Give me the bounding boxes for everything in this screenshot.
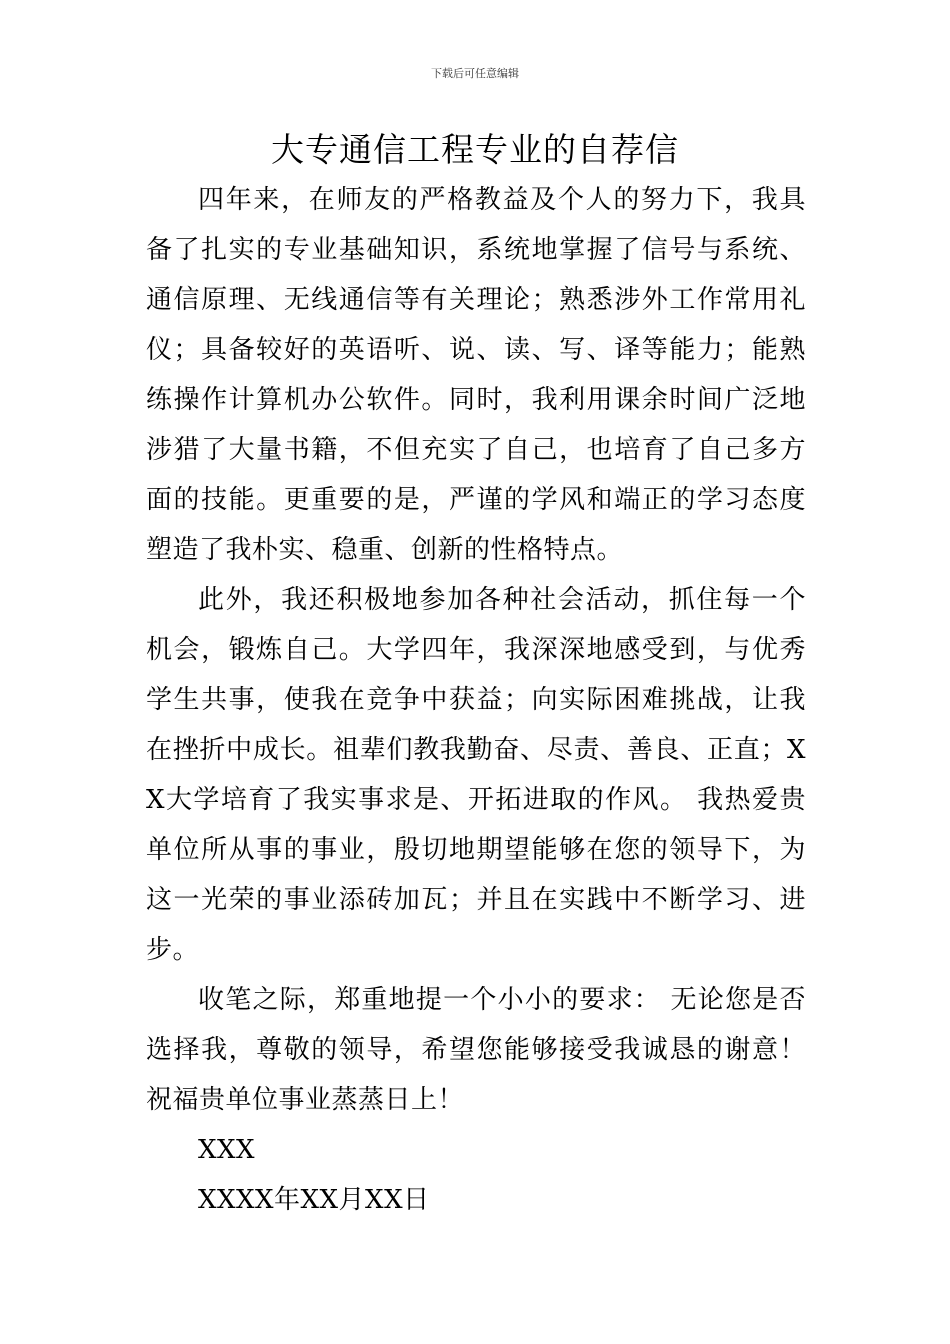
signature-date: XXXX年XX月XX日 <box>198 1185 430 1215</box>
paragraph-1: 四年来，在师友的严格教益及个人的努力下，我具备了扎实的专业基础知识，系统地掌握了信号与系统、通信原理、无线通信等有关理论；熟悉涉外工作常用礼仪；具备较好的英语听、说、读、写、译等能力；能熟练操作计算机办公软件。同时，我利用课余时间广泛地涉猎了大量书籍，不但充实了自己，也培育了自己多方面的技能。更重要的是，严谨的学风和端正的学习态度塑造了我朴实、稳重、创新的性格特点。 <box>146 185 806 565</box>
signature-name: XXX <box>198 1135 256 1165</box>
paragraph-3: 收笔之际，郑重地提一个小小的要求： 无论您是否选择我，尊敬的领导，希望您能够接受我诚恳的谢意！ 祝福贵单位事业蒸蒸日上！ <box>146 985 806 1115</box>
letter-body <box>146 175 806 1225</box>
document-title: 大专通信工程专业的自荐信 <box>271 130 679 169</box>
header-note: 下载后可任意编辑 <box>431 67 519 80</box>
paragraph-2: 此外，我还积极地参加各种社会活动，抓住每一个机会，锻炼自己。大学四年，我深深地感受到，与优秀学生共事，使我在竞争中获益；向实际困难挑战，让我在挫折中成长。祖辈们教我勤奋、尽责、善良、正直；XX大学培育了我实事求是、开拓进取的作风。 我热爱贵单位所从事的事业，殷切地期望能够在您的领导下，为这一光荣的事业添砖加瓦；并且在实践中不断学习、进步。 <box>146 585 806 965</box>
